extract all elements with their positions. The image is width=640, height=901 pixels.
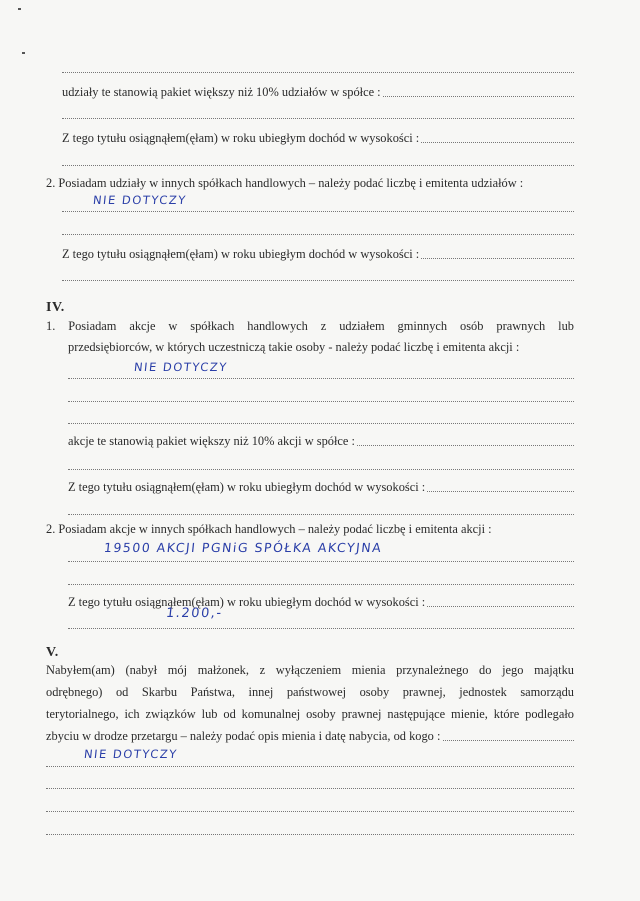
section-iv-item-2: 2. Posiadam akcje w innych spółkach handlowych – należy podać liczbę i emitenta akcji : (46, 522, 492, 536)
section-iv-item-1-line-2: przedsiębiorców, w których uczestniczą takie osoby - należy podać liczbę i emitenta akcji : (68, 340, 520, 354)
dotted-line (62, 104, 574, 119)
dotted-line (68, 455, 574, 470)
handwritten-answer: NIE DOTYCZY (133, 360, 229, 374)
dotted-line (62, 58, 574, 73)
dotted-line (68, 500, 574, 515)
dotted-line (46, 820, 574, 835)
scan-mark (22, 52, 25, 54)
dotted-line (62, 220, 574, 235)
handwritten-amount: 1.200,- (165, 606, 224, 621)
dotted-line (46, 774, 574, 789)
section-v-para-line-3: terytorialnego, ich związków lub od komunalnej osoby prawnej następujące mienie, które podlegało (46, 707, 574, 721)
section-heading-v: V. (46, 645, 59, 660)
shares-10pct-label: akcje te stanowią pakiet większy niż 10% akcji w spółce : (68, 434, 355, 448)
dotted-line (62, 266, 574, 281)
dotted-line (68, 409, 574, 424)
income-label: Z tego tytułu osiągnąłem(ęłam) w roku ubiegłym dochód w wysokości : (62, 131, 420, 145)
scan-mark (18, 8, 21, 10)
section-iii-item-2: 2. Posiadam udziały w innych spółkach handlowych – należy podać liczbę i emitenta udziałów : (46, 176, 524, 190)
dotted-line (62, 151, 574, 166)
income-label: Z tego tytułu osiągnąłem(ęłam) w roku ubiegłym dochód w wysokości : (68, 595, 426, 609)
section-iv-item-1-line-1: 1. Posiadam akcje w spółkach handlowych z udziałem gminnych osób prawnych lub (46, 319, 574, 333)
section-heading-iv: IV. (46, 300, 65, 315)
dotted-line[interactable] (68, 614, 574, 629)
section-v-para-line-2: odrębnego) od Skarbu Państwa, innej państwowej osoby prawnej, jednostek samorządu (46, 685, 574, 699)
handwritten-answer: NIE DOTYCZY (92, 193, 188, 207)
dotted-line (68, 387, 574, 402)
dotted-line (46, 797, 574, 812)
dotted-line (68, 570, 574, 585)
income-label: Z tego tytułu osiągnąłem(ęłam) w roku ubiegłym dochód w wysokości : (62, 247, 420, 261)
shares-10pct-label: udziały te stanowią pakiet większy niż 10% udziałów w spółce : (62, 85, 381, 99)
handwritten-answer: 19500 AKCJI PGNiG SPÓŁKA AKCYJNA (103, 540, 384, 555)
handwritten-answer: NIE DOTYCZY (83, 747, 179, 761)
section-v-para-line-4: zbyciu w drodze przetargu – należy podać opis mienia i datę nabycia, od kogo : (46, 729, 441, 743)
section-v-para-line-1: Nabyłem(am) (nabył mój małżonek, z wyłączeniem mienia przynależnego do jego majątku (46, 663, 574, 677)
income-label: Z tego tytułu osiągnąłem(ęłam) w roku ubiegłym dochód w wysokości : (68, 480, 426, 494)
